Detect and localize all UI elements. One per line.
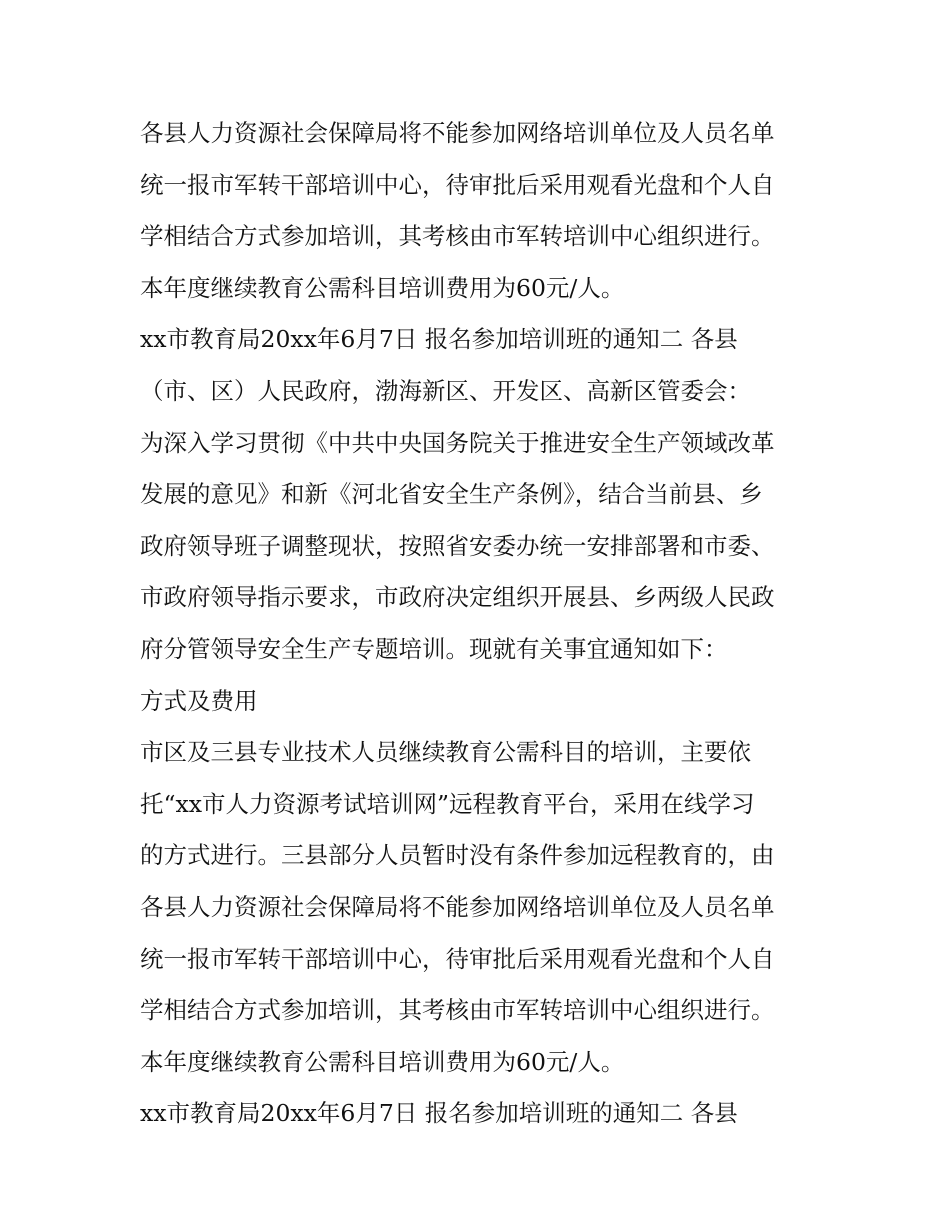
text-line: （市、区）人民政府，渤海新区、开发区、高新区管委会： xyxy=(140,376,751,405)
text-line: 学相结合方式参加培训，其考核由市军转培训中心组织进行。 xyxy=(140,996,775,1025)
text-line: 的方式进行。三县部分人员暂时没有条件参加远程教育的，由 xyxy=(140,841,775,870)
text-line: 统一报市军转干部培训中心，待审批后采用观看光盘和个人自 xyxy=(140,170,775,199)
text-line: 各县人力资源社会保障局将不能参加网络培训单位及人员名单 xyxy=(140,119,775,147)
text-line: xx市教育局20xx年6月7日 报名参加培训班的通知二 各县 xyxy=(140,325,738,354)
text-line: 本年度继续教育公需科目培训费用为60元/人。 xyxy=(140,1047,625,1076)
text-line: 本年度继续教育公需科目培训费用为60元/人。 xyxy=(140,273,625,302)
text-line: 政府领导班子调整现状，按照省安委办统一安排部署和市委、 xyxy=(140,531,775,560)
text-line: 托“xx市人力资源考试培训网”远程教育平台，采用在线学习 xyxy=(140,789,755,818)
text-line: 统一报市军转干部培训中心，待审批后采用观看光盘和个人自 xyxy=(140,944,775,973)
text-line: 发展的意见》和新《河北省安全生产条例》，结合当前县、乡 xyxy=(140,480,763,509)
text-line: 市区及三县专业技术人员继续教育公需科目的培训，主要依 xyxy=(140,738,751,767)
text-line: 市政府领导指示要求，市政府决定组织开展县、乡两级人民政 xyxy=(140,583,775,612)
text-line: 学相结合方式参加培训，其考核由市军转培训中心组织进行。 xyxy=(140,222,775,251)
text-line: 为深入学习贯彻《中共中央国务院关于推进安全生产领域改革 xyxy=(140,428,775,457)
text-line: 府分管领导安全生产专题培训。现就有关事宜通知如下： xyxy=(140,634,728,663)
section-heading: 方式及费用 xyxy=(140,686,258,715)
text-line: 各县人力资源社会保障局将不能参加网络培训单位及人员名单 xyxy=(140,892,775,921)
text-line: xx市教育局20xx年6月7日 报名参加培训班的通知二 各县 xyxy=(140,1099,738,1128)
document-body xyxy=(140,108,830,1140)
